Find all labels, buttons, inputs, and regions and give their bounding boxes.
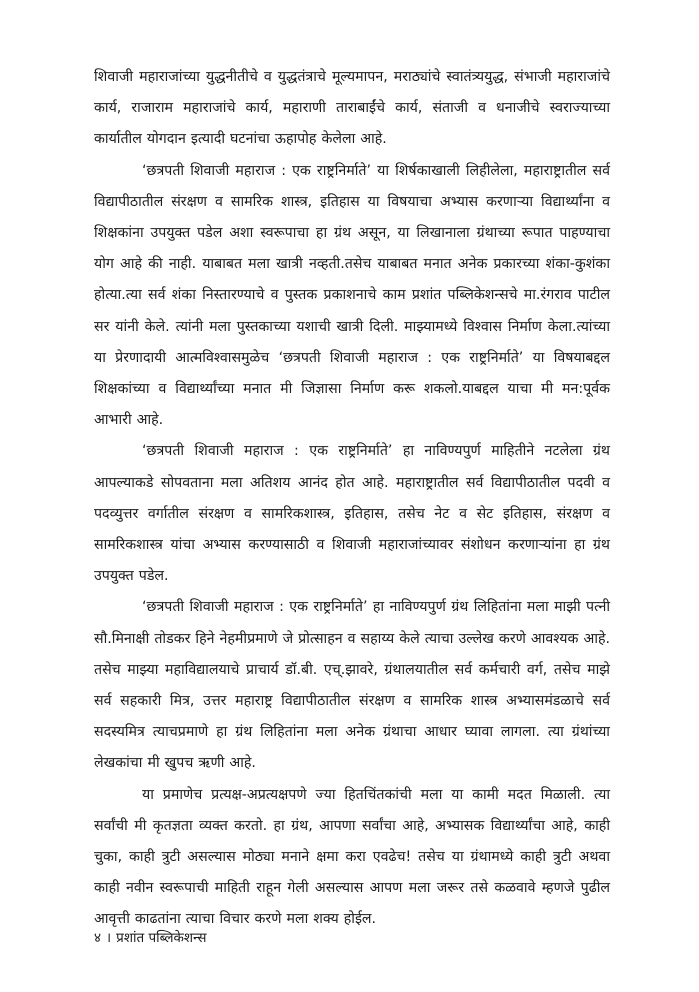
paragraph-continuation: शिवाजी महाराजांच्या युद्धनीतीचे व युद्धतंत्राचे मूल्यमापन, मराठ्यांचे स्वातंत्र्ययुद्ध, संभाजी महाराजांचे कार्य, राजाराम महाराजांचे कार्य, महाराणी ताराबाईंचे कार्य, संताजी व धनाजीचे स्वराज्याच्या कार्यातील योगदान इत्यादी घटनांचा ऊहापोह केलेला आहे.	[94, 69, 610, 148]
paragraph-book-usefulness: ‘छत्रपती शिवाजी महाराज : एक राष्ट्रनिर्माते’ हा नाविण्यपुर्ण माहितीने नटलेला ग्रंथ आपल्याकडे सोपवताना मला अतिशय आनंद होत आहे. महाराष्ट्रातील सर्व विद्यापीठातील पदवी व पदव्युत्तर वर्गातील संरक्षण व सामरिकशास्त्र, इतिहास, तसेच नेट व सेट इतिहास, संरक्षण व सामरिकशास्त्र यांचा अभ्यास करण्यासाठी व शिवाजी महाराजांच्यावर संशोधन करणाऱ्यांना हा ग्रंथ उपयुक्त पडेल.	[94, 443, 610, 585]
paragraph-acknowledgements: ‘छत्रपती शिवाजी महाराज : एक राष्ट्रनिर्माते’ हा नाविण्यपुर्ण ग्रंथ लिहितांना मला माझी पत्नी सौ.मिनाक्षी तोडकर हिने नेहमीप्रमाणे जे प्रोत्साहन व सहाय्य केले त्याचा उल्लेख करणे आवश्यक आहे. तसेच माझ्या महाविद्यालयाचे प्राचार्य डॉ.बी. एच्.झावरे, ग्रंथालयातील सर्व कर्मचारी वर्ग, तसेच माझे सर्व सहकारी मित्र, उत्तर महाराष्ट्र विद्यापीठातील संरक्षण व सामरिक शास्त्र अभ्यासमंडळाचे सर्व सदस्यमित्र त्याचप्रमाणे हा ग्रंथ लिहितांना मला अनेक ग्रंथाचा आधार घ्यावा लागला. त्या ग्रंथांच्या लेखकांचा मी खुपच ऋणी आहे.	[94, 599, 610, 772]
paragraph-closing: या प्रमाणेच प्रत्यक्ष-अप्रत्यक्षपणे ज्या हितचिंतकांची मला या कामी मदत मिळाली. त्या सर्वांची मी कृतज्ञता व्यक्त करतो. हा ग्रंथ, आपणा सर्वांचा आहे, अभ्यासक विद्यार्थ्यांचा आहे, काही चुका, काही त्रुटी असल्यास मोठ्या मनाने क्षमा करा एवढेच! तसेच या ग्रंथामध्ये काही त्रुटी अथवा काही नवीन स्वरूपाची माहिती राहून गेली असल्यास आपण मला जरूर तसे कळवावे म्हणजे पुढील आवृत्ती काढतांना त्याचा विचार करणे मला शक्य होईल.	[94, 786, 610, 928]
page-body	[94, 62, 610, 936]
paragraph-book-introduction: ‘छत्रपती शिवाजी महाराज : एक राष्ट्रनिर्माते’ या शिर्षकाखाली लिहीलेला, महाराष्ट्रातील सर्व विद्यापीठातील संरक्षण व सामरिक शास्त्र, इतिहास या विषयाचा अभ्यास करणाऱ्या विद्यार्थ्यांना व शिक्षकांना उपयुक्त पडेल अशा स्वरूपाचा हा ग्रंथ असून, या लिखानाला ग्रंथाच्या रूपात पाहण्याचा योग आहे की नाही. याबाबत मला खात्री नव्हती.तसेच याबाबत मनात अनेक प्रकारच्या शंका-कुशंका होत्या.त्या सर्व शंका निस्तारण्याचे व पुस्तक प्रकाशनाचे काम प्रशांत पब्लिकेशन्सचे मा.रंगराव पाटील सर यांनी केले. त्यांनी मला पुस्तकाच्या यशाची खात्री दिली. माझ्यामध्ये विश्वास निर्माण केला.त्यांच्या या प्रेरणादायी आत्मविश्वासमुळेच ‘छत्रपती शिवाजी महाराज : एक राष्ट्रनिर्माते’ या विषयाबद्दल शिक्षकांच्या व विद्यार्थ्यांच्या मनात मी जिज्ञासा निर्माण करू शकलो.याबद्दल याचा मी मन:पूर्वक आभारी आहे.	[94, 162, 610, 429]
page-number: ४	[94, 930, 102, 946]
publisher-name: प्रशांत पब्लिकेशन्स	[116, 930, 207, 946]
footer-separator: ।	[106, 930, 112, 946]
page-footer	[94, 928, 207, 948]
